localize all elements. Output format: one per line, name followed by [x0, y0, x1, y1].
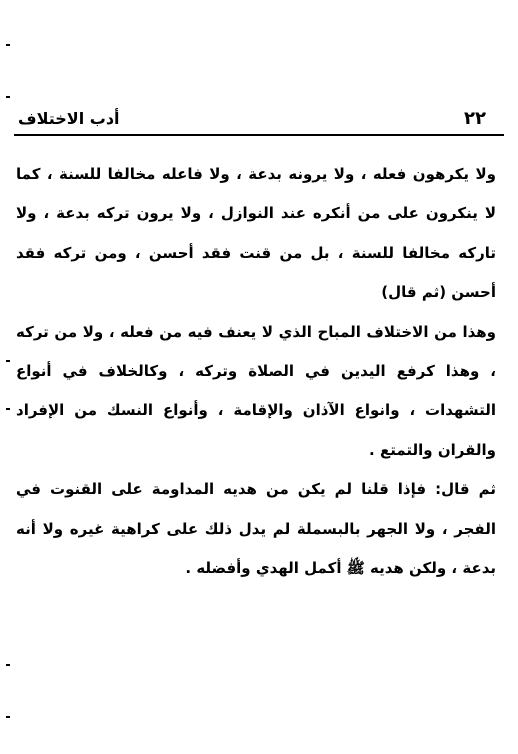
margin-mark [6, 96, 10, 98]
page-number: ٢٢ [464, 108, 486, 129]
page-body [16, 155, 496, 588]
paragraph-3: ثم قال: فإذا قلنا لم يكن من هديه المداومة على القنوت في الفجر ، ولا الجهر بالبسملة لم يدل ذلك على كراهية غيره ولا أنه بدعة ، ولكن هديه ﷺ أكمل الهدي وأفضله . [16, 480, 496, 578]
margin-mark [6, 664, 10, 666]
header-divider [14, 134, 504, 136]
margin-mark [6, 716, 10, 718]
page-header [14, 108, 504, 134]
paragraph-1: ولا يكرهون فعله ، ولا يرونه بدعة ، ولا فاعله مخالفا للسنة ، كما لا ينكرون على من أنكره عند النوازل ، ولا يرون تركه بدعة ، ولا تاركه مخالفا للسنة ، بل من قنت فقد أحسن ، ومن تركه فقد أحسن (ثم قال) [16, 165, 496, 302]
margin-mark [6, 44, 10, 46]
paragraph-2: وهذا من الاختلاف المباح الذي لا يعنف فيه من فعله ، ولا من تركه ، وهذا كرفع اليدين في الصلاة وتركه ، وكالخلاف في أنواع التشهدات ، وانواع الآذان والإقامة ، وأنواع النسك من الإفراد والقران والتمتع . [16, 322, 496, 459]
margin-mark [6, 408, 10, 410]
running-title: أدب الاختلاف [18, 109, 120, 128]
margin-mark [6, 360, 10, 362]
